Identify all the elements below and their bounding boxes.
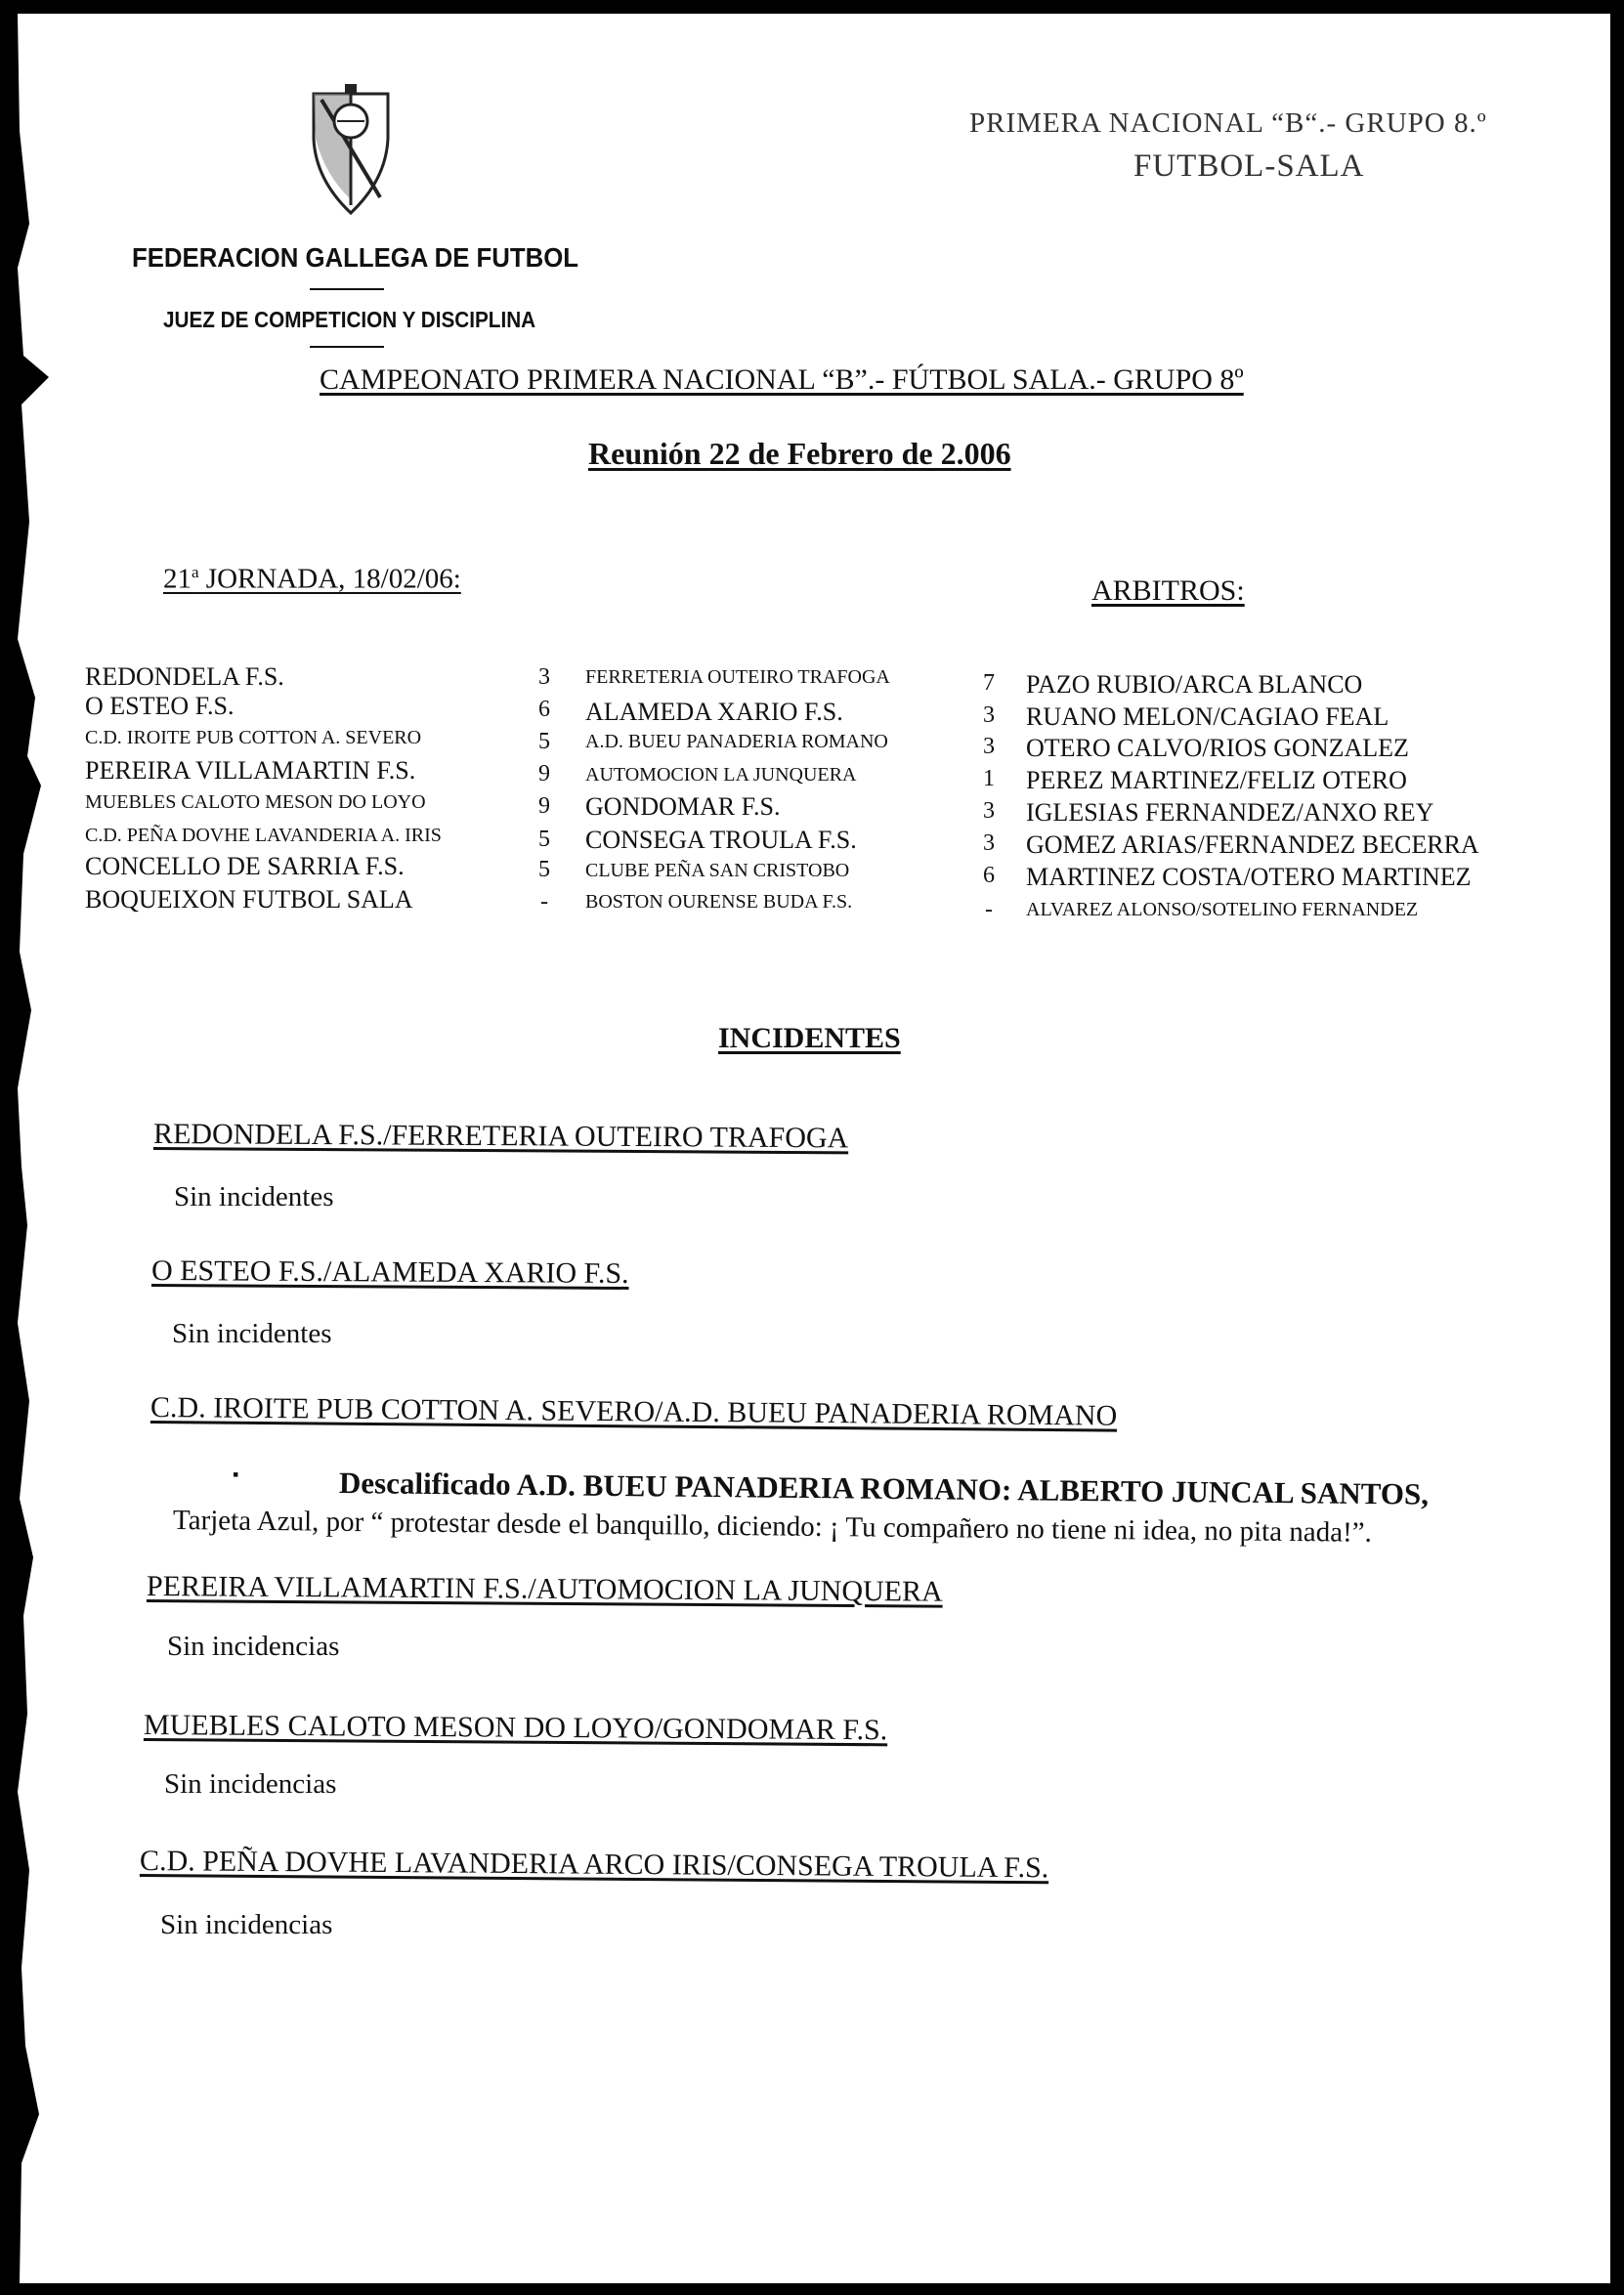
home-team: C.D. IROITE PUB COTTON A. SEVERO [85,727,422,748]
incident-text: Tarjeta Azul, por “ protestar desde el banquillo, diciendo: ¡ Tu compañero no tiene ni idea, no pita nada!”. [172,1505,1372,1549]
referees: PAZO RUBIO/ARCA BLANCO [1026,670,1363,699]
home-team: REDONDELA F.S. [85,662,284,691]
incidentes-heading: INCIDENTES [718,1022,901,1054]
incident-bold-text: Descalificado A.D. BUEU PANADERIA ROMANO: ALBERTO JUNCAL SANTOS, [338,1466,1430,1511]
home-score: 6 [538,697,550,722]
home-team: PEREIRA VILLAMARTIN F.S. [85,756,416,785]
incident-text: Sin incidencias [160,1909,333,1940]
away-score: 3 [983,798,995,824]
home-team: C.D. PEÑA DOVHE LAVANDERIA A. IRIS [85,825,442,846]
incident-text: Sin incidencias [167,1631,340,1662]
referees: PEREZ MARTINEZ/FELIZ OTERO [1026,766,1407,794]
incident-heading: C.D. IROITE PUB COTTON A. SEVERO/A.D. BUEU PANADERIA ROMANO [150,1391,1118,1432]
federation-crest-logo [302,82,400,219]
home-score: 9 [538,793,550,819]
away-score: - [985,897,993,922]
away-team: ALAMEDA XARIO F.S. [585,698,843,726]
home-score: 9 [538,761,550,786]
away-score: 7 [983,670,995,696]
referees: ALVAREZ ALONSO/SOTELINO FERNANDEZ [1026,899,1419,920]
torn-edge-decoration [12,14,70,2283]
away-team: A.D. BUEU PANADERIA ROMANO [585,731,888,752]
home-score: 3 [538,664,550,690]
away-score: 6 [983,863,995,888]
document-page [12,14,1610,2283]
home-team: CONCELLO DE SARRIA F.S. [85,852,405,880]
incident-heading: MUEBLES CALOTO MESON DO LOYO/GONDOMAR F.S. [143,1709,888,1747]
divider [310,346,384,348]
away-team: CLUBE PEÑA SAN CRISTOBO [585,860,850,881]
federation-name: FEDERACION GALLEGA DE FUTBOL [132,242,578,273]
header-right-line2: FUTBOL-SALA [1133,149,1365,184]
away-team: FERRETERIA OUTEIRO TRAFOGA [585,666,890,688]
incident-heading: C.D. PEÑA DOVHE LAVANDERIA ARCO IRIS/CONSEGA TROULA F.S. [139,1845,1049,1885]
bullet-icon: ▪ [233,1465,239,1484]
committee-name: JUEZ DE COMPETICION Y DISCIPLINA [163,307,536,332]
away-score: 3 [983,702,995,728]
document-title: CAMPEONATO PRIMERA NACIONAL “B”.- FÚTBOL SALA.- GRUPO 8º [320,363,1244,396]
home-score: 5 [538,827,550,852]
referees: OTERO CALVO/RIOS GONZALEZ [1026,734,1409,762]
home-score: - [540,889,548,914]
away-team: BOSTON OURENSE BUDA F.S. [585,891,853,913]
divider [310,288,384,290]
referees: MARTINEZ COSTA/OTERO MARTINEZ [1026,863,1472,891]
meeting-date: Reunión 22 de Febrero de 2.006 [588,436,1011,471]
incident-text: Sin incidencias [164,1768,337,1800]
home-score: 5 [538,857,550,882]
away-team: GONDOMAR F.S. [585,792,781,821]
incident-text: Sin incidentes [172,1318,332,1349]
referees: RUANO MELON/CAGIAO FEAL [1026,702,1389,731]
away-score: 3 [983,830,995,856]
referees: IGLESIAS FERNANDEZ/ANXO REY [1026,798,1434,827]
home-score: 5 [538,729,550,754]
incident-text: Sin incidentes [174,1181,334,1212]
away-team: CONSEGA TROULA F.S. [585,826,857,854]
home-team: MUEBLES CALOTO MESON DO LOYO [85,791,426,813]
incident-heading: O ESTEO F.S./ALAMEDA XARIO F.S. [150,1254,629,1290]
referees: GOMEZ ARIAS/FERNANDEZ BECERRA [1026,830,1479,859]
away-score: 1 [983,766,995,791]
jornada-heading: 21$^a$ JORNADA, 18/02/06: [163,563,461,595]
header-right-line1: PRIMERA NACIONAL “B“.- GRUPO 8.º [969,107,1487,139]
home-team: O ESTEO F.S. [85,692,235,720]
incident-heading: PEREIRA VILLAMARTIN F.S./AUTOMOCION LA JUNQUERA [146,1570,943,1608]
away-score: 3 [983,734,995,759]
arbitros-heading: ARBITROS: [1091,574,1245,607]
home-team: BOQUEIXON FUTBOL SALA [85,885,413,914]
away-team: AUTOMOCION LA JUNQUERA [585,764,857,786]
incident-heading: REDONDELA F.S./FERRETERIA OUTEIRO TRAFOGA [152,1118,849,1155]
